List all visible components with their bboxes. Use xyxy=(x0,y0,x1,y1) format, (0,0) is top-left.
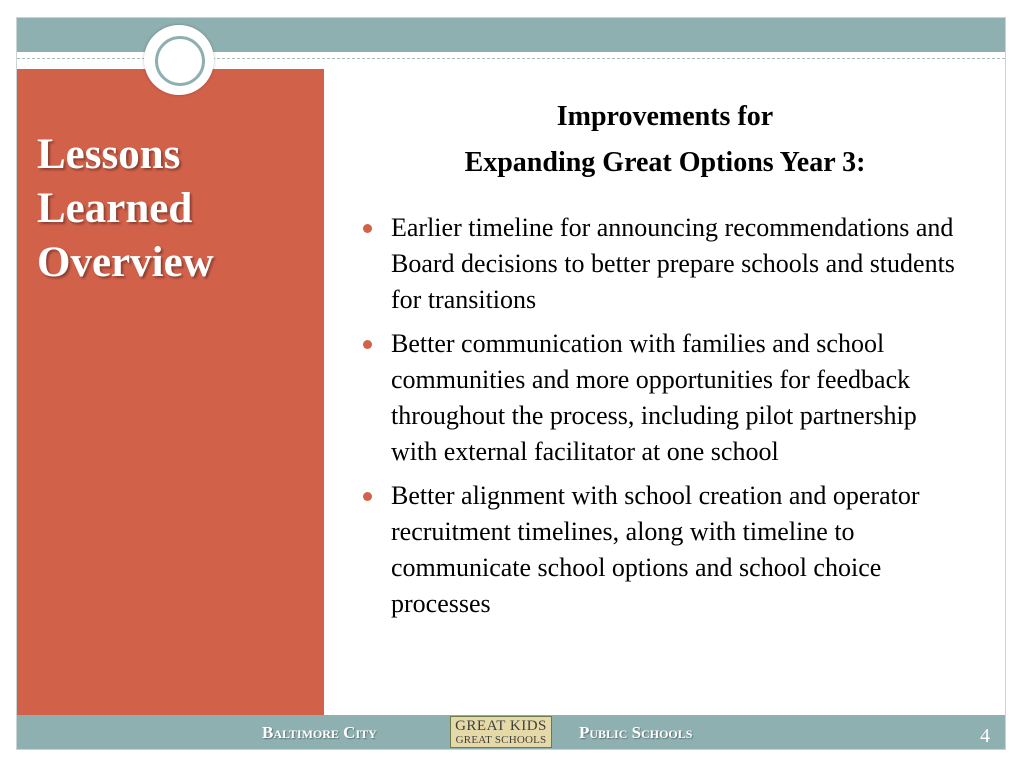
list-item-text: Better alignment with school creation and operator recruitment timelines, along with timeline to communicate school options and school choice processes xyxy=(391,481,920,618)
bullet-dot-icon xyxy=(363,224,372,233)
content-heading-line: Expanding Great Options Year 3: xyxy=(464,147,866,178)
list-item-text: Earlier timeline for announcing recommendations and Board decisions to better prepare schools and students for transitions xyxy=(391,213,955,314)
list-item xyxy=(360,478,960,622)
bullet-dot-icon xyxy=(363,492,372,501)
bullet-list xyxy=(360,210,960,630)
content-heading-line: Improvements for xyxy=(556,101,774,132)
footer-org-left: Baltimore City xyxy=(262,723,377,742)
bullet-dot-icon xyxy=(363,340,372,349)
list-item xyxy=(360,326,960,470)
list-item xyxy=(360,210,960,318)
slide-title-line: Overview xyxy=(37,239,214,286)
content-heading xyxy=(340,94,990,186)
slide-title xyxy=(37,128,317,290)
logo-line: GREAT KIDS xyxy=(455,718,547,734)
logo-line: GREAT SCHOOLS xyxy=(455,734,547,746)
page-number: 4 xyxy=(980,725,990,747)
list-item-text: Better communication with families and school communities and more opportunities for feedback throughout the process, including pilot partnership with external facilitator at one school xyxy=(391,329,917,466)
slide-title-line: Learned xyxy=(37,185,193,232)
circle-ornament-icon xyxy=(144,25,214,95)
circle-ornament-ring xyxy=(155,36,205,86)
slide-title-line: Lessons xyxy=(37,131,181,178)
great-kids-logo xyxy=(450,716,552,748)
footer-org-right: Public Schools xyxy=(579,723,693,742)
